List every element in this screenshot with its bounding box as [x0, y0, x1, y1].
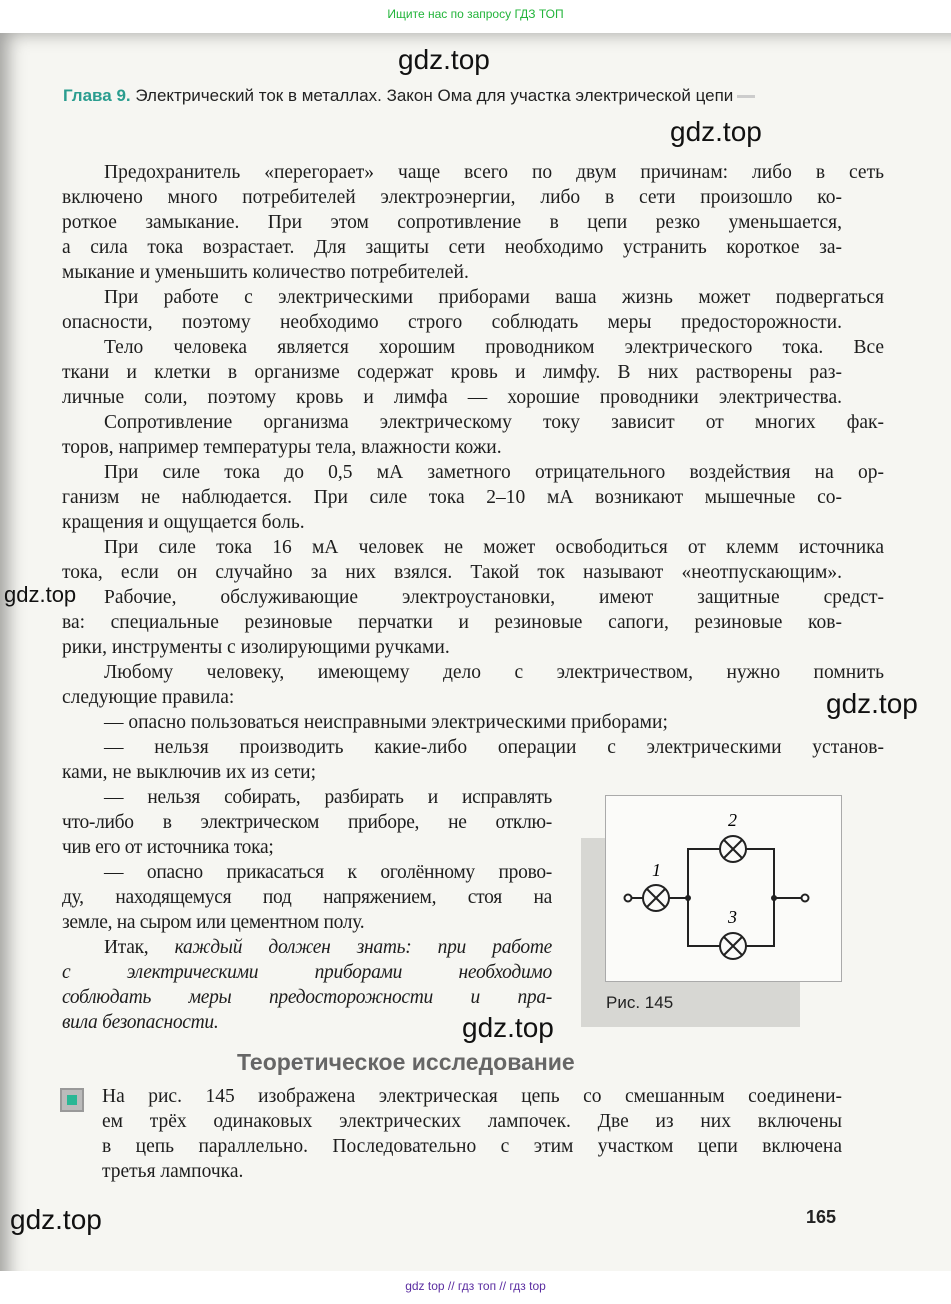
text-line-content: мыкание и уменьшить количество потребителей.: [62, 262, 469, 283]
text-line: [62, 410, 884, 435]
text-line-content: Предохранитель «перегорает» чаще всего по двум причинам: либо в сеть: [104, 162, 884, 183]
body-text-beside-figure: [62, 785, 552, 1035]
text-line-content: торов, например температуры тела, влажности кожи.: [62, 437, 502, 458]
text-line: [62, 685, 842, 710]
text-line-content: ганизм не наблюдается. При силе тока 2–10 мА возникают мышечные со-: [62, 487, 842, 508]
text-line: [62, 385, 842, 410]
page-number: 165: [806, 1207, 837, 1227]
watermark: gdz.top: [462, 1012, 554, 1043]
text-line-content: включено много потребителей электроэнергии, либо в сети произошло ко-: [62, 187, 842, 208]
junction-node: [771, 895, 777, 901]
text-line: [62, 860, 552, 885]
terminal-left: [625, 895, 632, 902]
text-line: [62, 435, 842, 460]
text-line-content: что-либо в электрическом приборе, не отклю-: [62, 812, 552, 833]
text-line-content: Любому человеку, имеющему дело с электричеством, нужно помнить: [104, 662, 884, 683]
text-line: [62, 260, 842, 285]
text-line-content: тока, если он случайно за них взялся. Такой ток называют «неотпускающим».: [62, 562, 842, 583]
text-line-content: При силе тока до 0,5 мА заметного отрицательного воздействия на ор-: [104, 462, 884, 483]
terminal-right: [802, 895, 809, 902]
text-line-content: кращения и ощущается боль.: [62, 512, 305, 533]
text-line-content: рики, инструменты с изолирующими ручками.: [62, 637, 450, 658]
text-line: [62, 360, 842, 385]
text-line-content: Рабочие, обслуживающие электроустановки, имеют защитные средст-: [104, 587, 884, 608]
lamp-label-1: 1: [652, 860, 661, 880]
text-line-content: ками, не выключив их из сети;: [62, 762, 316, 783]
lamp-label-2: 2: [728, 810, 737, 830]
text-line-content: третья лампочка.: [102, 1161, 244, 1182]
text-line-content: ем трёх одинаковых электрических лампочек. Две из них включены: [102, 1111, 842, 1132]
text-line: [62, 460, 884, 485]
emphasized-text: соблюдать меры предосторожности и пра-: [62, 987, 552, 1008]
junction-node: [685, 895, 691, 901]
text-line-content: чив его от источника тока;: [62, 837, 274, 858]
text-line-content: ва: специальные резиновые перчатки и резиновые сапоги, резиновые ков-: [62, 612, 842, 633]
text-line-content: ткани и клетки в организме содержат кровь и лимфу. В них растворены раз-: [62, 362, 842, 383]
emphasized-text: каждый должен знать: при работе: [174, 937, 553, 958]
text-line: [62, 835, 552, 860]
text-line-content: следующие правила:: [62, 687, 235, 708]
text-line-content: При силе тока 16 мА человек не может освободиться от клемм источника: [104, 537, 884, 558]
text-line: [62, 285, 884, 310]
circuit-svg: [606, 796, 841, 981]
text-line: [62, 335, 884, 360]
figure-caption: Рис. 145: [606, 993, 674, 1012]
circuit-diagram: [605, 795, 842, 982]
text-line-content: Тело человека является хорошим проводником электрического тока. Все: [104, 337, 884, 358]
text-line-content: опасности, поэтому необходимо строго соблюдать меры предосторожности.: [62, 312, 842, 333]
text-line-content: — нельзя собирать, разбирать и исправлять: [104, 787, 552, 808]
text-line: [62, 710, 884, 735]
text-line-content: — нельзя производить какие-либо операции с электрическими установ-: [104, 737, 884, 758]
text-line: [62, 635, 842, 660]
text-line: [102, 1134, 842, 1159]
watermark: gdz.top: [826, 688, 918, 719]
text-line-content: На рис. 145 изображена электрическая цепь со смешанным соединени-: [102, 1086, 842, 1107]
text-line-content: ду, находящемуся под напряжением, стоя на: [62, 887, 552, 908]
chapter-title: Электрический ток в металлах. Закон Ома для участка электрической цепи: [135, 86, 734, 105]
watermark: gdz.top: [398, 44, 490, 75]
text-line: [62, 785, 552, 810]
lamp-1-icon: [643, 885, 669, 911]
lamp-label-3: 3: [728, 907, 737, 927]
text-line: [62, 960, 552, 985]
text-line-content: Итак,: [104, 937, 175, 958]
text-line: [62, 310, 842, 335]
text-line: [62, 560, 842, 585]
text-line: [62, 585, 884, 610]
text-line-content: — опасно прикасаться к оголённому прово-: [104, 862, 552, 883]
text-line-content: земле, на сыром или цементном полу.: [62, 912, 365, 933]
text-line-content: роткое замыкание. При этом сопротивление в цепи резко уменьшается,: [62, 212, 842, 233]
task-marker-icon: [60, 1088, 84, 1112]
task-text: [102, 1084, 842, 1184]
lamp-3-icon: [720, 933, 746, 959]
text-line: [62, 485, 842, 510]
chapter-header: [63, 86, 755, 106]
header-rule: [737, 95, 755, 98]
text-line-content: При работе с электрическими приборами ваша жизнь может подвергаться: [104, 287, 884, 308]
text-line: [62, 235, 842, 260]
section-heading: Теоретическое исследование: [237, 1049, 575, 1075]
text-line: [62, 660, 884, 685]
body-text: [62, 160, 884, 785]
watermark: gdz.top: [4, 582, 77, 607]
text-line: [62, 735, 884, 760]
text-line: [62, 210, 842, 235]
text-line-content: личные соли, поэтому кровь и лимфа — хорошие проводники электричества.: [62, 387, 842, 408]
text-line: [62, 160, 884, 185]
text-line-content: в цепь параллельно. Последовательно с этим участком цепи включена: [102, 1136, 842, 1157]
text-line: [62, 985, 552, 1010]
text-line: [62, 810, 552, 835]
watermark: gdz.top: [670, 116, 762, 147]
emphasized-text: вила безопасности.: [62, 1012, 219, 1033]
watermark: gdz.top: [10, 1204, 102, 1235]
text-line-content: — опасно пользоваться неисправными электрическими приборами;: [104, 712, 668, 733]
text-line: [62, 610, 842, 635]
emphasized-text: с электрическими приборами необходимо: [62, 962, 552, 983]
text-line: [62, 910, 552, 935]
text-line: [62, 510, 842, 535]
text-line: [62, 535, 884, 560]
text-line-content: а сила тока возрастает. Для защиты сети необходимо устранить короткое за-: [62, 237, 842, 258]
top-banner[interactable]: Ищите нас по запросу ГДЗ ТОП: [387, 7, 564, 21]
text-line: [62, 760, 842, 785]
chapter-number: Глава 9.: [63, 86, 131, 105]
text-line: [62, 935, 552, 960]
text-line: [62, 185, 842, 210]
text-line-content: Сопротивление организма электрическому току зависит от многих фак-: [104, 412, 884, 433]
text-line: [62, 885, 552, 910]
footer-links[interactable]: gdz top // гдз топ // гдз top: [405, 1279, 546, 1293]
lamp-2-icon: [720, 836, 746, 862]
text-line: [102, 1084, 842, 1109]
text-line: [102, 1159, 842, 1184]
text-line: [102, 1109, 842, 1134]
